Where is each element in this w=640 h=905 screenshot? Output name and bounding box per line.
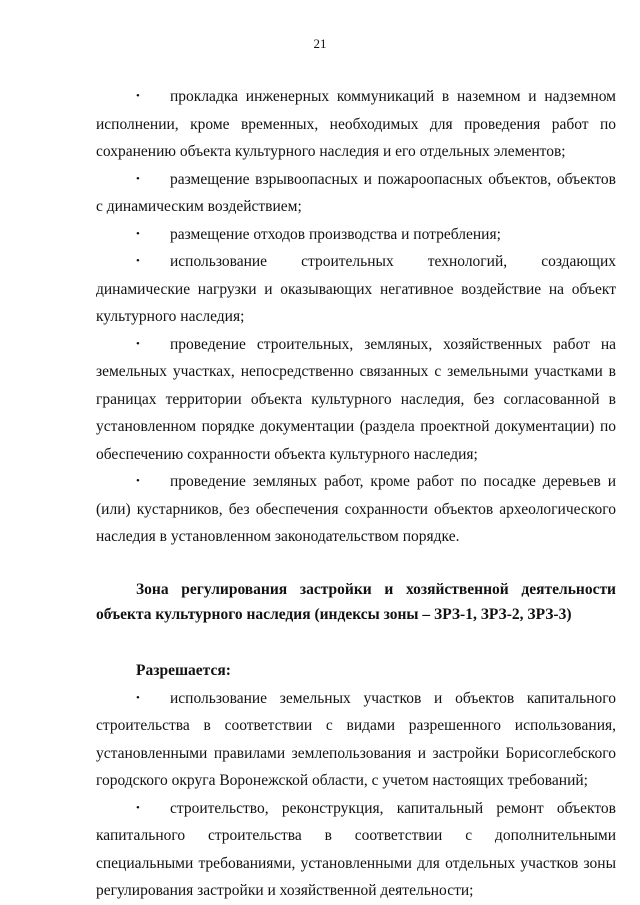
list-item-text: проведение строительных, земляных, хозяйственных работ на земельных участках, непосредственно связанных с земельными участками в границах территории объекта культурного наследия, без согласованной в установленном порядке документации (раздела проектной документации) по обеспечению сохранности объекта культурного наследия; — [96, 335, 616, 463]
section-heading: Зона регулирования застройки и хозяйственной деятельности объекта культурного наследия (индексы зоны – ЗРЗ-1, ЗРЗ-2, ЗРЗ-3) — [96, 580, 616, 623]
list-item — [96, 795, 616, 905]
bullet-icon: • — [136, 691, 140, 704]
list-item — [96, 331, 616, 469]
bullet-icon: • — [136, 337, 140, 350]
bullet-icon: • — [136, 801, 140, 814]
page-content — [96, 83, 616, 905]
prohibited-list — [96, 83, 616, 551]
list-item-text: использование земельных участков и объектов капитального строительства в соответствии с видами разрешенного использования, установленными правилами землепользования и застройки Борисоглебского городского округа Воронежской области, с учетом настоящих требований; — [96, 689, 616, 789]
list-item — [96, 221, 616, 249]
list-item — [96, 468, 616, 551]
list-item-text: размещение взрывоопасных и пожароопасных объектов, объектов с динамическим воздействием; — [96, 170, 616, 215]
list-item — [96, 248, 616, 331]
list-item — [96, 166, 616, 221]
list-item-text: проведение земляных работ, кроме работ по посадке деревьев и (или) кустарников, без обеспечения сохранности объектов археологического наследия в установленном законодательством порядке. — [96, 473, 616, 545]
list-item-text: прокладка инженерных коммуникаций в наземном и надземном исполнении, кроме временных, необходимых для проведения работ по сохранению объекта культурного наследия и его отдельных элементов; — [96, 88, 616, 160]
list-item — [96, 685, 616, 795]
bullet-icon: • — [136, 255, 140, 267]
bullet-icon: • — [136, 227, 140, 240]
list-item-text: строительство, реконструкция, капитальный ремонт объектов капитального строительства в соответствии с дополнительными специальными требованиями, установленными для отдельных участков зоны регулирования застройки и хозяйственной деятельности; — [96, 799, 616, 899]
bullet-icon: • — [136, 172, 140, 185]
bullet-icon: • — [136, 90, 140, 102]
page-number: 21 — [313, 36, 327, 51]
allowed-heading: Разрешается: — [136, 661, 231, 679]
list-item-text: размещение отходов производства и потребления; — [170, 225, 501, 243]
list-item — [96, 83, 616, 166]
allowed-list — [96, 685, 616, 905]
bullet-icon: • — [136, 475, 140, 487]
list-item-text: использование строительных технологий, создающих динамические нагрузки и оказывающих негативное воздействие на объект культурного наследия; — [96, 253, 616, 325]
